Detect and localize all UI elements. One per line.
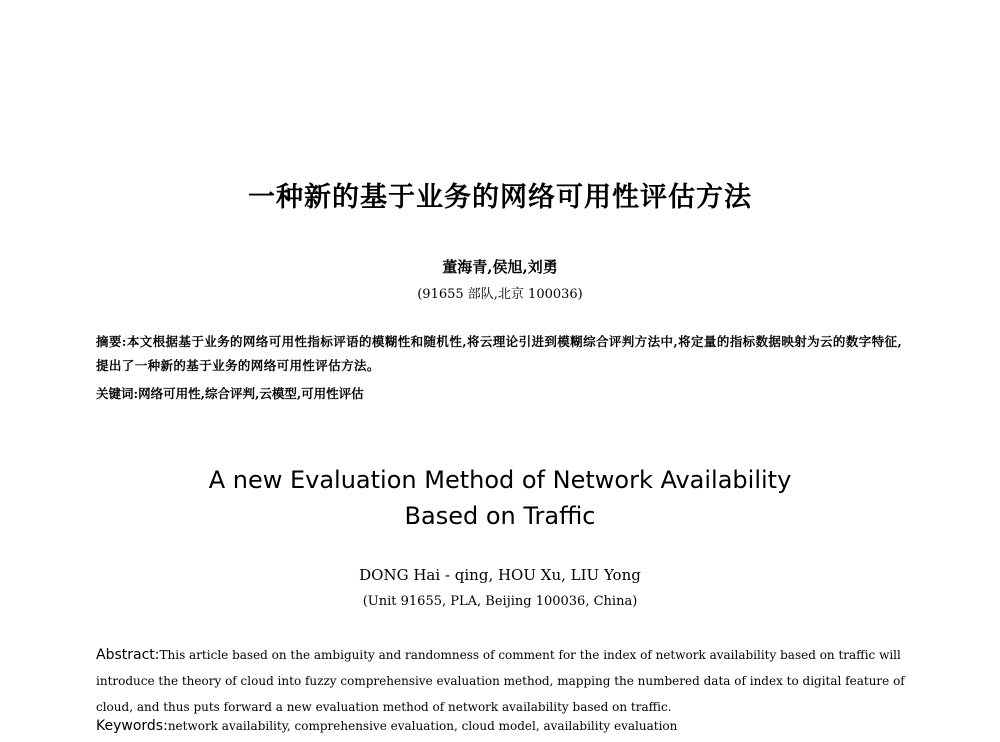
chinese-keywords	[96, 384, 911, 402]
chinese-authors: 董海青,侯旭,刘勇	[442, 258, 558, 276]
chinese-affiliation: (91655 部队,北京 100036)	[417, 287, 583, 302]
english-authors: DONG Hai - qing, HOU Xu, LIU Yong	[359, 566, 641, 584]
chinese-keywords-label: 关键词:	[96, 386, 139, 401]
chinese-abstract	[96, 330, 911, 378]
english-title-line-1: A new Evaluation Method of Network Availability	[208, 466, 792, 494]
english-keywords-label: Keywords:	[96, 718, 168, 734]
english-abstract-label: Abstract:	[96, 647, 160, 663]
english-affiliation: (Unit 91655, PLA, Beijing 100036, China)	[362, 594, 638, 609]
chinese-abstract-label: 摘要:	[96, 334, 127, 349]
english-title	[0, 462, 1000, 534]
chinese-keywords-text: 网络可用性,综合评判,云模型,可用性评估	[138, 386, 364, 401]
chinese-title: 一种新的基于业务的网络可用性评估方法	[248, 182, 752, 213]
english-keywords-text: network availability, comprehensive evaluation, cloud model, availability evaluation	[167, 719, 678, 733]
english-abstract	[96, 642, 911, 720]
english-title-line-2: Based on Traffic	[404, 502, 596, 530]
chinese-abstract-text: 本文根据基于业务的网络可用性指标评语的模糊性和随机性,将云理论引进到模糊综合评判方法中,将定量的指标数据映射为云的数字特征,提出了一种新的基于业务的网络可用性评估方法。	[96, 334, 903, 373]
english-abstract-text: This article based on the ambiguity and randomness of comment for the index of network availability based on traffic will introduce the theory of cloud into fuzzy comprehensive evaluation method, mapping the numbered data of index to digital feature of cloud, and thus puts forward a new evaluation method of network availability based on traffic.	[96, 648, 905, 714]
english-keywords	[96, 718, 911, 734]
